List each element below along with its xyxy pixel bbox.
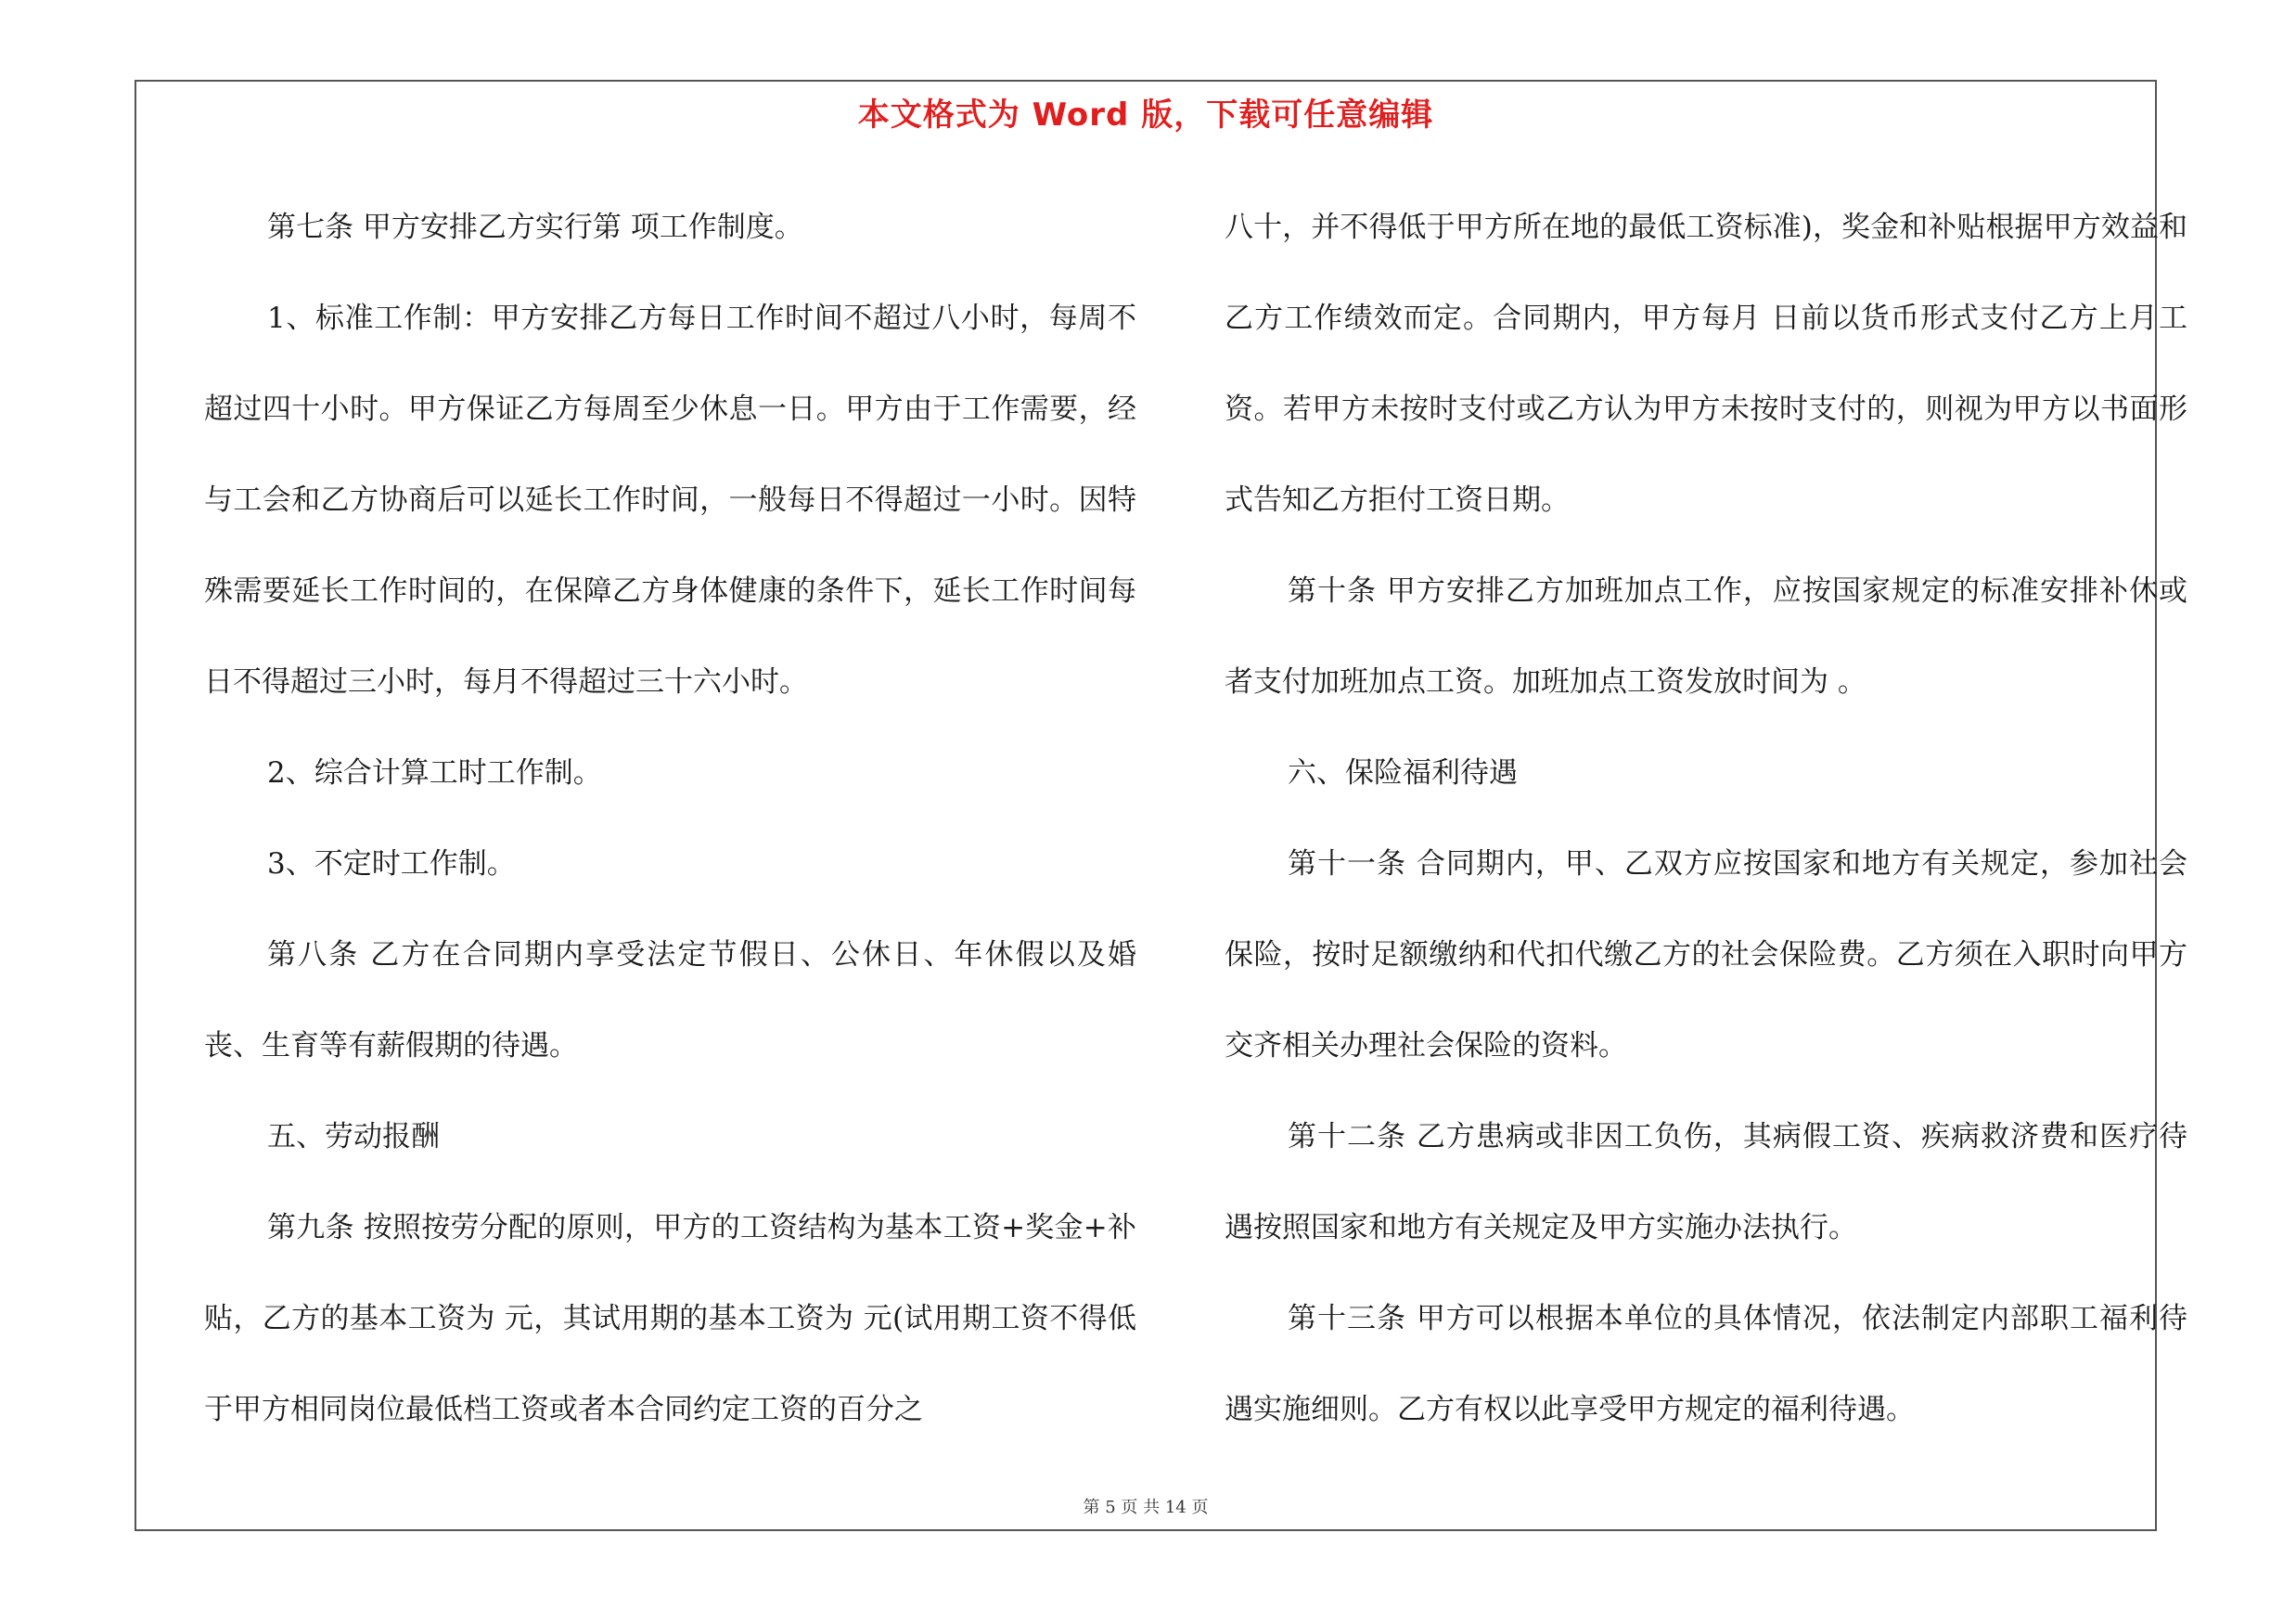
left-text-column <box>204 182 1136 1455</box>
format-notice-banner: 本文格式为 Word 版，下载可任意编辑 <box>857 97 1434 134</box>
section-heading: 五、劳动报酬 <box>267 1120 440 1153</box>
paragraph: 第八条 乙方在合同期内享受法定节假日、公休日、年休假以及婚丧、生育等有薪假期的待遇。 <box>204 938 1136 1063</box>
paragraph: 2、综合计算工时工作制。 <box>267 756 602 790</box>
right-text-column <box>1225 182 2187 1455</box>
page-number-footer: 第 5 页 共 14 页 <box>1083 1498 1209 1517</box>
paragraph-continuation: 八十，并不得低于甲方所在地的最低工资标准)，奖金和补贴根据甲方效益和乙方工作绩效而定。合同期内，甲方每月 日前以货币形式支付乙方上月工资。若甲方未按时支付或乙方认为甲方未按时支付的，则视为甲方以书面形式告知乙方拒付工资日期。 <box>1225 211 2187 517</box>
paragraph: 3、不定时工作制。 <box>267 847 516 881</box>
paragraph: 第七条 甲方安排乙方实行第 项工作制度。 <box>267 211 803 244</box>
paragraph: 第十三条 甲方可以根据本单位的具体情况，依法制定内部职工福利待遇实施细则。乙方有权以此享受甲方规定的福利待遇。 <box>1225 1302 2187 1426</box>
paragraph: 1、标准工作制：甲方安排乙方每日工作时间不超过八小时，每周不超过四十小时。甲方保证乙方每周至少休息一日。甲方由于工作需要，经与工会和乙方协商后可以延长工作时间，一般每日不得超过一小时。因特殊需要延长工作时间的，在保障乙方身体健康的条件下，延长工作时间每日不得超过三小时，每月不得超过三十六小时。 <box>204 302 1136 699</box>
paragraph: 第十二条 乙方患病或非因工负伤，其病假工资、疾病救济费和医疗待遇按照国家和地方有关规定及甲方实施办法执行。 <box>1225 1120 2187 1244</box>
section-heading: 六、保险福利待遇 <box>1288 756 1518 790</box>
paragraph: 第十条 甲方安排乙方加班加点工作，应按国家规定的标准安排补休或者支付加班加点工资。加班加点工资发放时间为 。 <box>1225 574 2187 699</box>
paragraph: 第九条 按照按劳分配的原则，甲方的工资结构为基本工资+奖金+补贴，乙方的基本工资为 元，其试用期的基本工资为 元(试用期工资不得低于甲方相同岗位最低档工资或者本合同约定工资的百分之 <box>204 1211 1136 1426</box>
paragraph: 第十一条 合同期内，甲、乙双方应按国家和地方有关规定，参加社会保险，按时足额缴纳和代扣代缴乙方的社会保险费。乙方须在入职时向甲方交齐相关办理社会保险的资料。 <box>1225 847 2187 1063</box>
